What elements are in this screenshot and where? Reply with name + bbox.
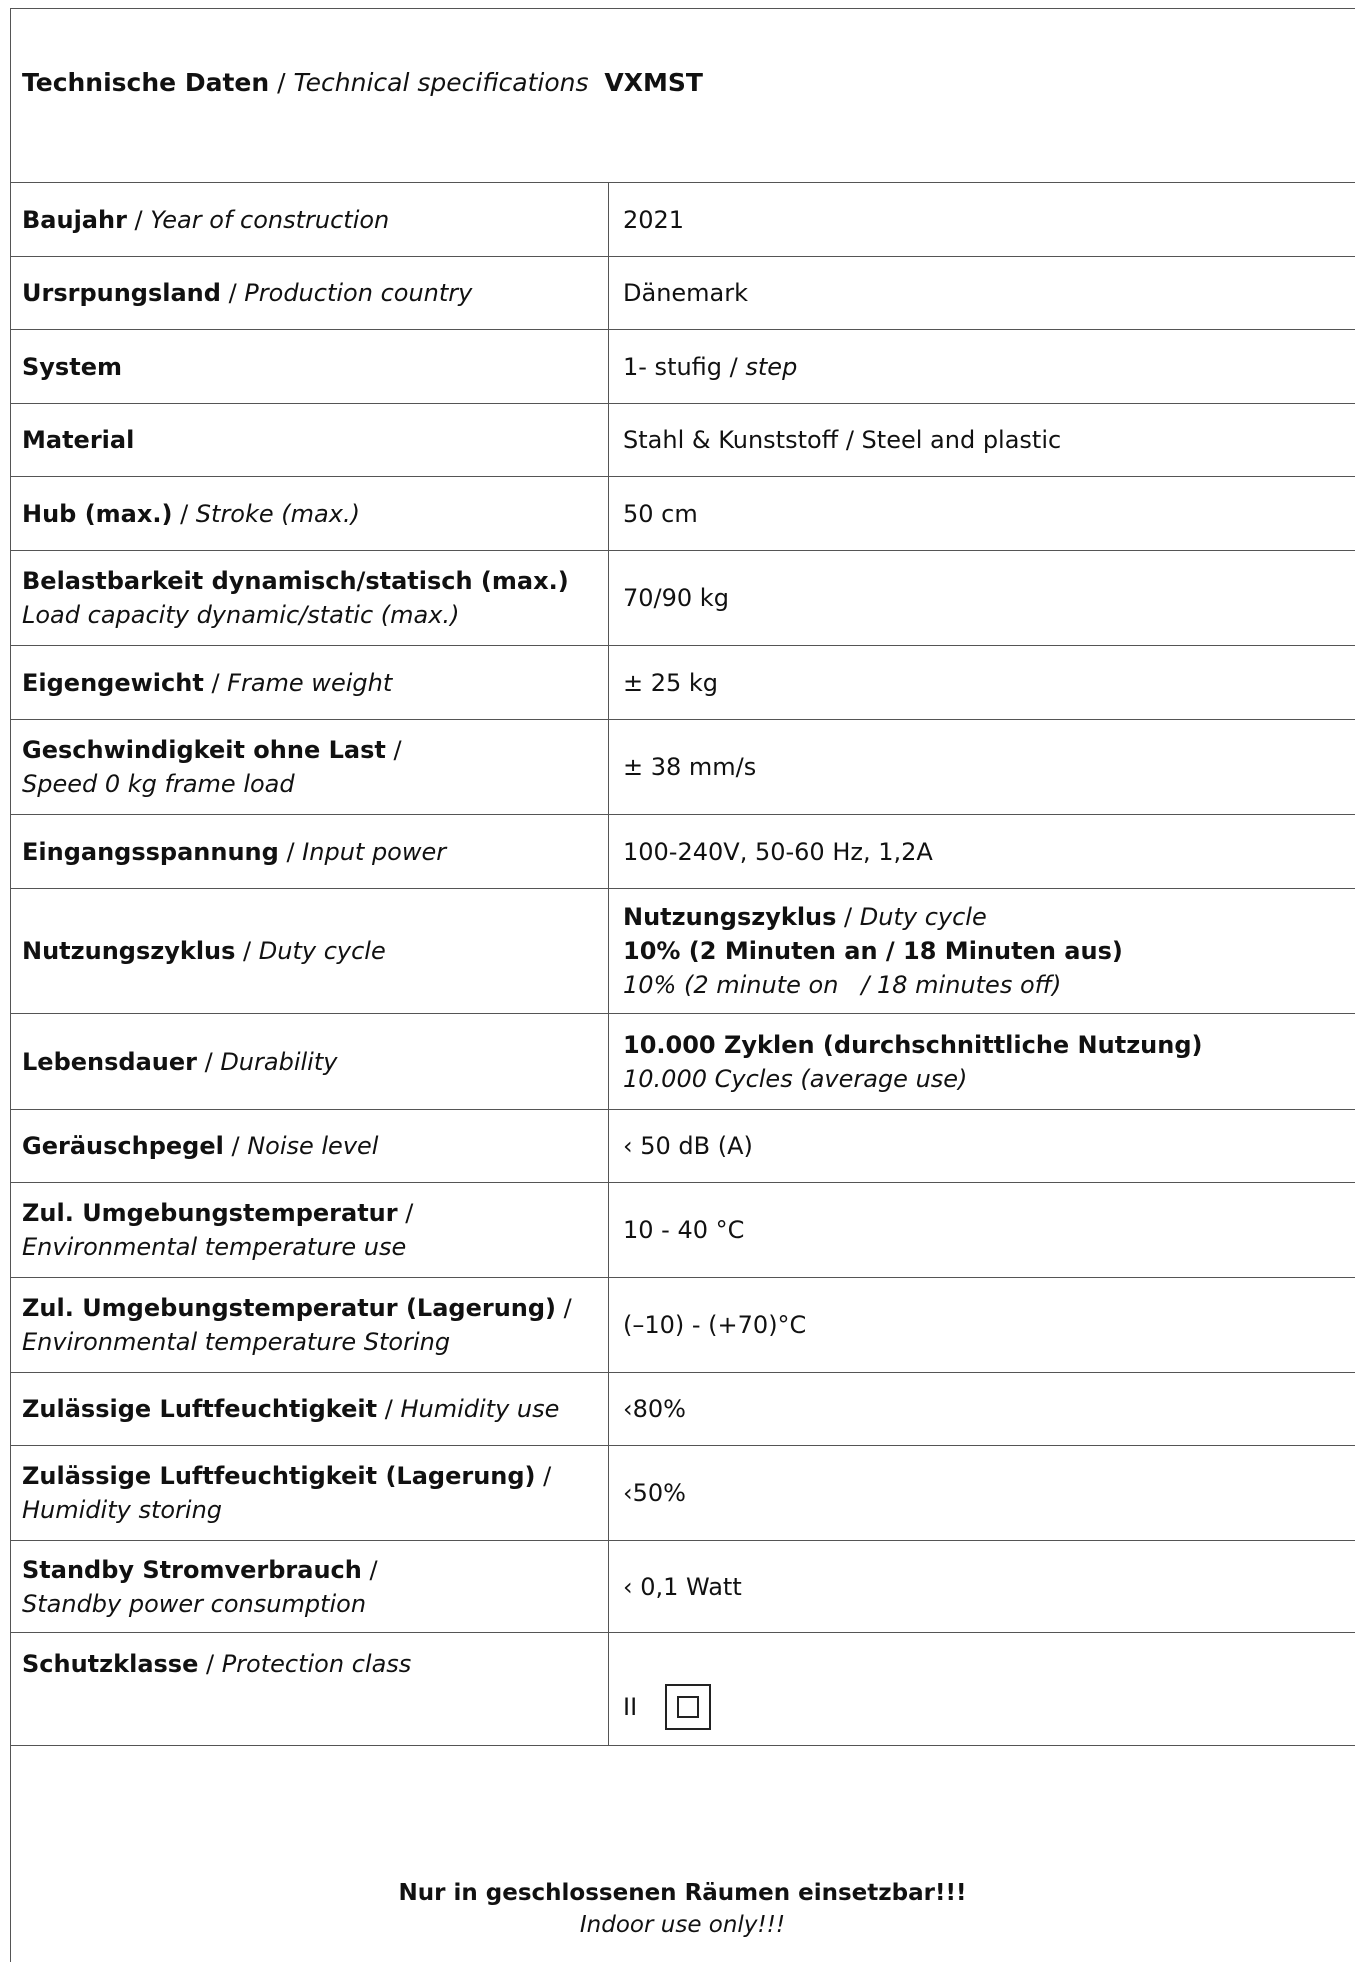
page-title [22,68,703,97]
label-cell [10,1373,609,1445]
footer-en: Indoor use only!!! [579,1912,786,1938]
label-de: Belastbarkeit dynamisch/statisch (max.) [22,567,569,595]
title-en: Technical specifications [293,68,589,97]
table-row [10,1633,1355,1746]
footer-de: Nur in geschlossenen Räumen einsetzbar!!! [398,1880,967,1906]
label-de: Geschwindigkeit ohne Last [22,736,386,764]
value-cell [609,1446,1355,1540]
label-en: Year of construction [150,205,390,234]
value-cell [609,183,1355,256]
label-cell [10,1014,609,1109]
label-de: Zul. Umgebungstemperatur [22,1199,398,1227]
label-de: Geräuschpegel [22,1132,224,1160]
label-cell [10,1278,609,1372]
value-head-de: Nutzungszyklus [623,903,837,931]
value-head-en: Duty cycle [859,903,987,931]
label-cell [10,330,609,403]
label-cell [10,1183,609,1277]
value-text: Stahl & Kunststoff / Steel and plastic [623,426,1062,454]
value-sep: / [722,352,746,381]
label-sep: / [377,1395,401,1423]
value-italic: 10% (2 minute on / 18 minutes off) [623,971,1062,999]
protection-class-value [623,1684,1355,1730]
model-name: VXMST [604,68,703,97]
table-row [10,1373,1355,1446]
value-cell [609,1278,1355,1372]
label-en: Noise level [247,1132,379,1160]
value-en: step [745,352,798,381]
value-text: Dänemark [623,279,749,307]
label-de: Zul. Umgebungstemperatur (Lagerung) [22,1294,557,1322]
value-cell [609,889,1355,1013]
table-row [10,1183,1355,1278]
table-row [10,1014,1355,1110]
table-row [10,551,1355,646]
label-de: Schutzklasse [22,1650,199,1678]
title-de: Technische Daten [22,68,270,97]
label-en: Humidity use [400,1395,560,1423]
label-cell [10,1541,609,1632]
title-sep: / [269,68,294,97]
label-de: Lebensdauer [22,1047,197,1076]
value-cell [609,477,1355,550]
label-sep: / [198,1650,222,1678]
table-row [10,330,1355,404]
label-cell [10,646,609,719]
label-sep: / [172,499,196,528]
value-cell [609,1373,1355,1445]
label-sep: / [196,1047,221,1076]
value-cell [609,330,1355,403]
table-row [10,183,1355,257]
label-sep: / [556,1294,572,1322]
table-row [10,1541,1355,1633]
value-italic: 10.000 Cycles (average use) [623,1064,968,1093]
value-text: II [623,1693,638,1721]
value-text: 50 cm [623,499,698,528]
value-cell [609,551,1355,645]
double-insulation-icon-inner [677,1696,699,1718]
value-text: 2021 [623,205,685,234]
value-bold: 10.000 Zyklen (durchschnittliche Nutzung) [623,1030,1203,1059]
table-row [10,257,1355,330]
label-cell [10,889,609,1013]
label-en: Load capacity dynamic/static (max.) [22,601,460,629]
label-cell [10,815,609,888]
label-cell [10,404,609,476]
double-insulation-icon [665,1684,711,1730]
label-en: Frame weight [227,668,393,697]
label-en: Environmental temperature use [22,1233,407,1261]
label-en: Production country [244,279,473,307]
table-row [10,646,1355,720]
value-text: ‹80% [623,1395,686,1423]
label-sep: / [220,279,245,307]
table-row [10,1110,1355,1183]
value-head-sep: / [836,903,860,931]
value-cell [609,1541,1355,1632]
value-text: (–10) - (+70)°C [623,1311,807,1339]
label-de: Zulässige Luftfeuchtigkeit (Lagerung) [22,1462,536,1490]
label-sep: / [535,1462,552,1490]
label-en: Speed 0 kg frame load [22,770,295,798]
label-sep: / [397,1199,414,1227]
label-cell [10,720,609,814]
label-sep: / [361,1555,378,1584]
label-sep: / [223,1132,248,1160]
table-row [10,815,1355,889]
label-en: Environmental temperature Storing [22,1328,451,1356]
label-en: Input power [302,837,447,866]
label-sep: / [235,937,259,965]
value-text: 100-240V, 50-60 Hz, 1,2A [623,837,933,866]
value-cell [609,1183,1355,1277]
label-en: Humidity storing [22,1496,223,1524]
label-en: Protection class [221,1650,412,1678]
value-cell [609,1633,1355,1745]
table-row [10,889,1355,1014]
value-text: ‹ 50 dB (A) [623,1132,753,1160]
label-de: Eigengewicht [22,668,204,697]
label-de: Zulässige Luftfeuchtigkeit [22,1395,378,1423]
label-sep: / [203,668,228,697]
value-de: 1- stufig [623,352,723,381]
label-en: Durability [220,1047,338,1076]
value-cell [609,1110,1355,1182]
value-cell [609,257,1355,329]
label-cell [10,257,609,329]
value-text: ‹50% [623,1479,686,1507]
value-bold: 10% (2 Minuten an / 18 Minuten aus) [623,937,1123,965]
label-cell [10,183,609,256]
label-sep: / [385,736,402,764]
table-row [10,720,1355,815]
label-cell [10,1633,609,1745]
value-text: ± 38 mm/s [623,753,757,781]
label-de: System [22,352,122,381]
label-cell [10,551,609,645]
label-sep: / [126,205,151,234]
table-row [10,1446,1355,1541]
value-text: 70/90 kg [623,584,729,612]
footer-note [10,1877,1355,1941]
table-row [10,477,1355,551]
label-en: Duty cycle [258,937,386,965]
label-cell [10,477,609,550]
value-cell [609,720,1355,814]
label-cell [10,1110,609,1182]
label-de: Baujahr [22,205,127,234]
table-title-row [10,8,1355,183]
label-en: Stroke (max.) [195,499,360,528]
label-de: Eingangsspannung [22,837,279,866]
table-row [10,404,1355,477]
value-text: 10 - 40 °C [623,1216,745,1244]
value-cell [609,1014,1355,1109]
label-de: Ursrpungsland [22,279,221,307]
value-text: ± 25 kg [623,668,719,697]
value-text: ‹ 0,1 Watt [623,1572,742,1601]
value-cell [609,815,1355,888]
label-sep: / [278,837,303,866]
label-de: Hub (max.) [22,499,173,528]
label-en: Standby power consumption [22,1589,367,1618]
value-cell [609,404,1355,476]
label-de: Material [22,426,135,454]
label-cell [10,1446,609,1540]
label-de: Nutzungszyklus [22,937,236,965]
table-row [10,1278,1355,1373]
value-cell [609,646,1355,719]
label-de: Standby Stromverbrauch [22,1555,362,1584]
